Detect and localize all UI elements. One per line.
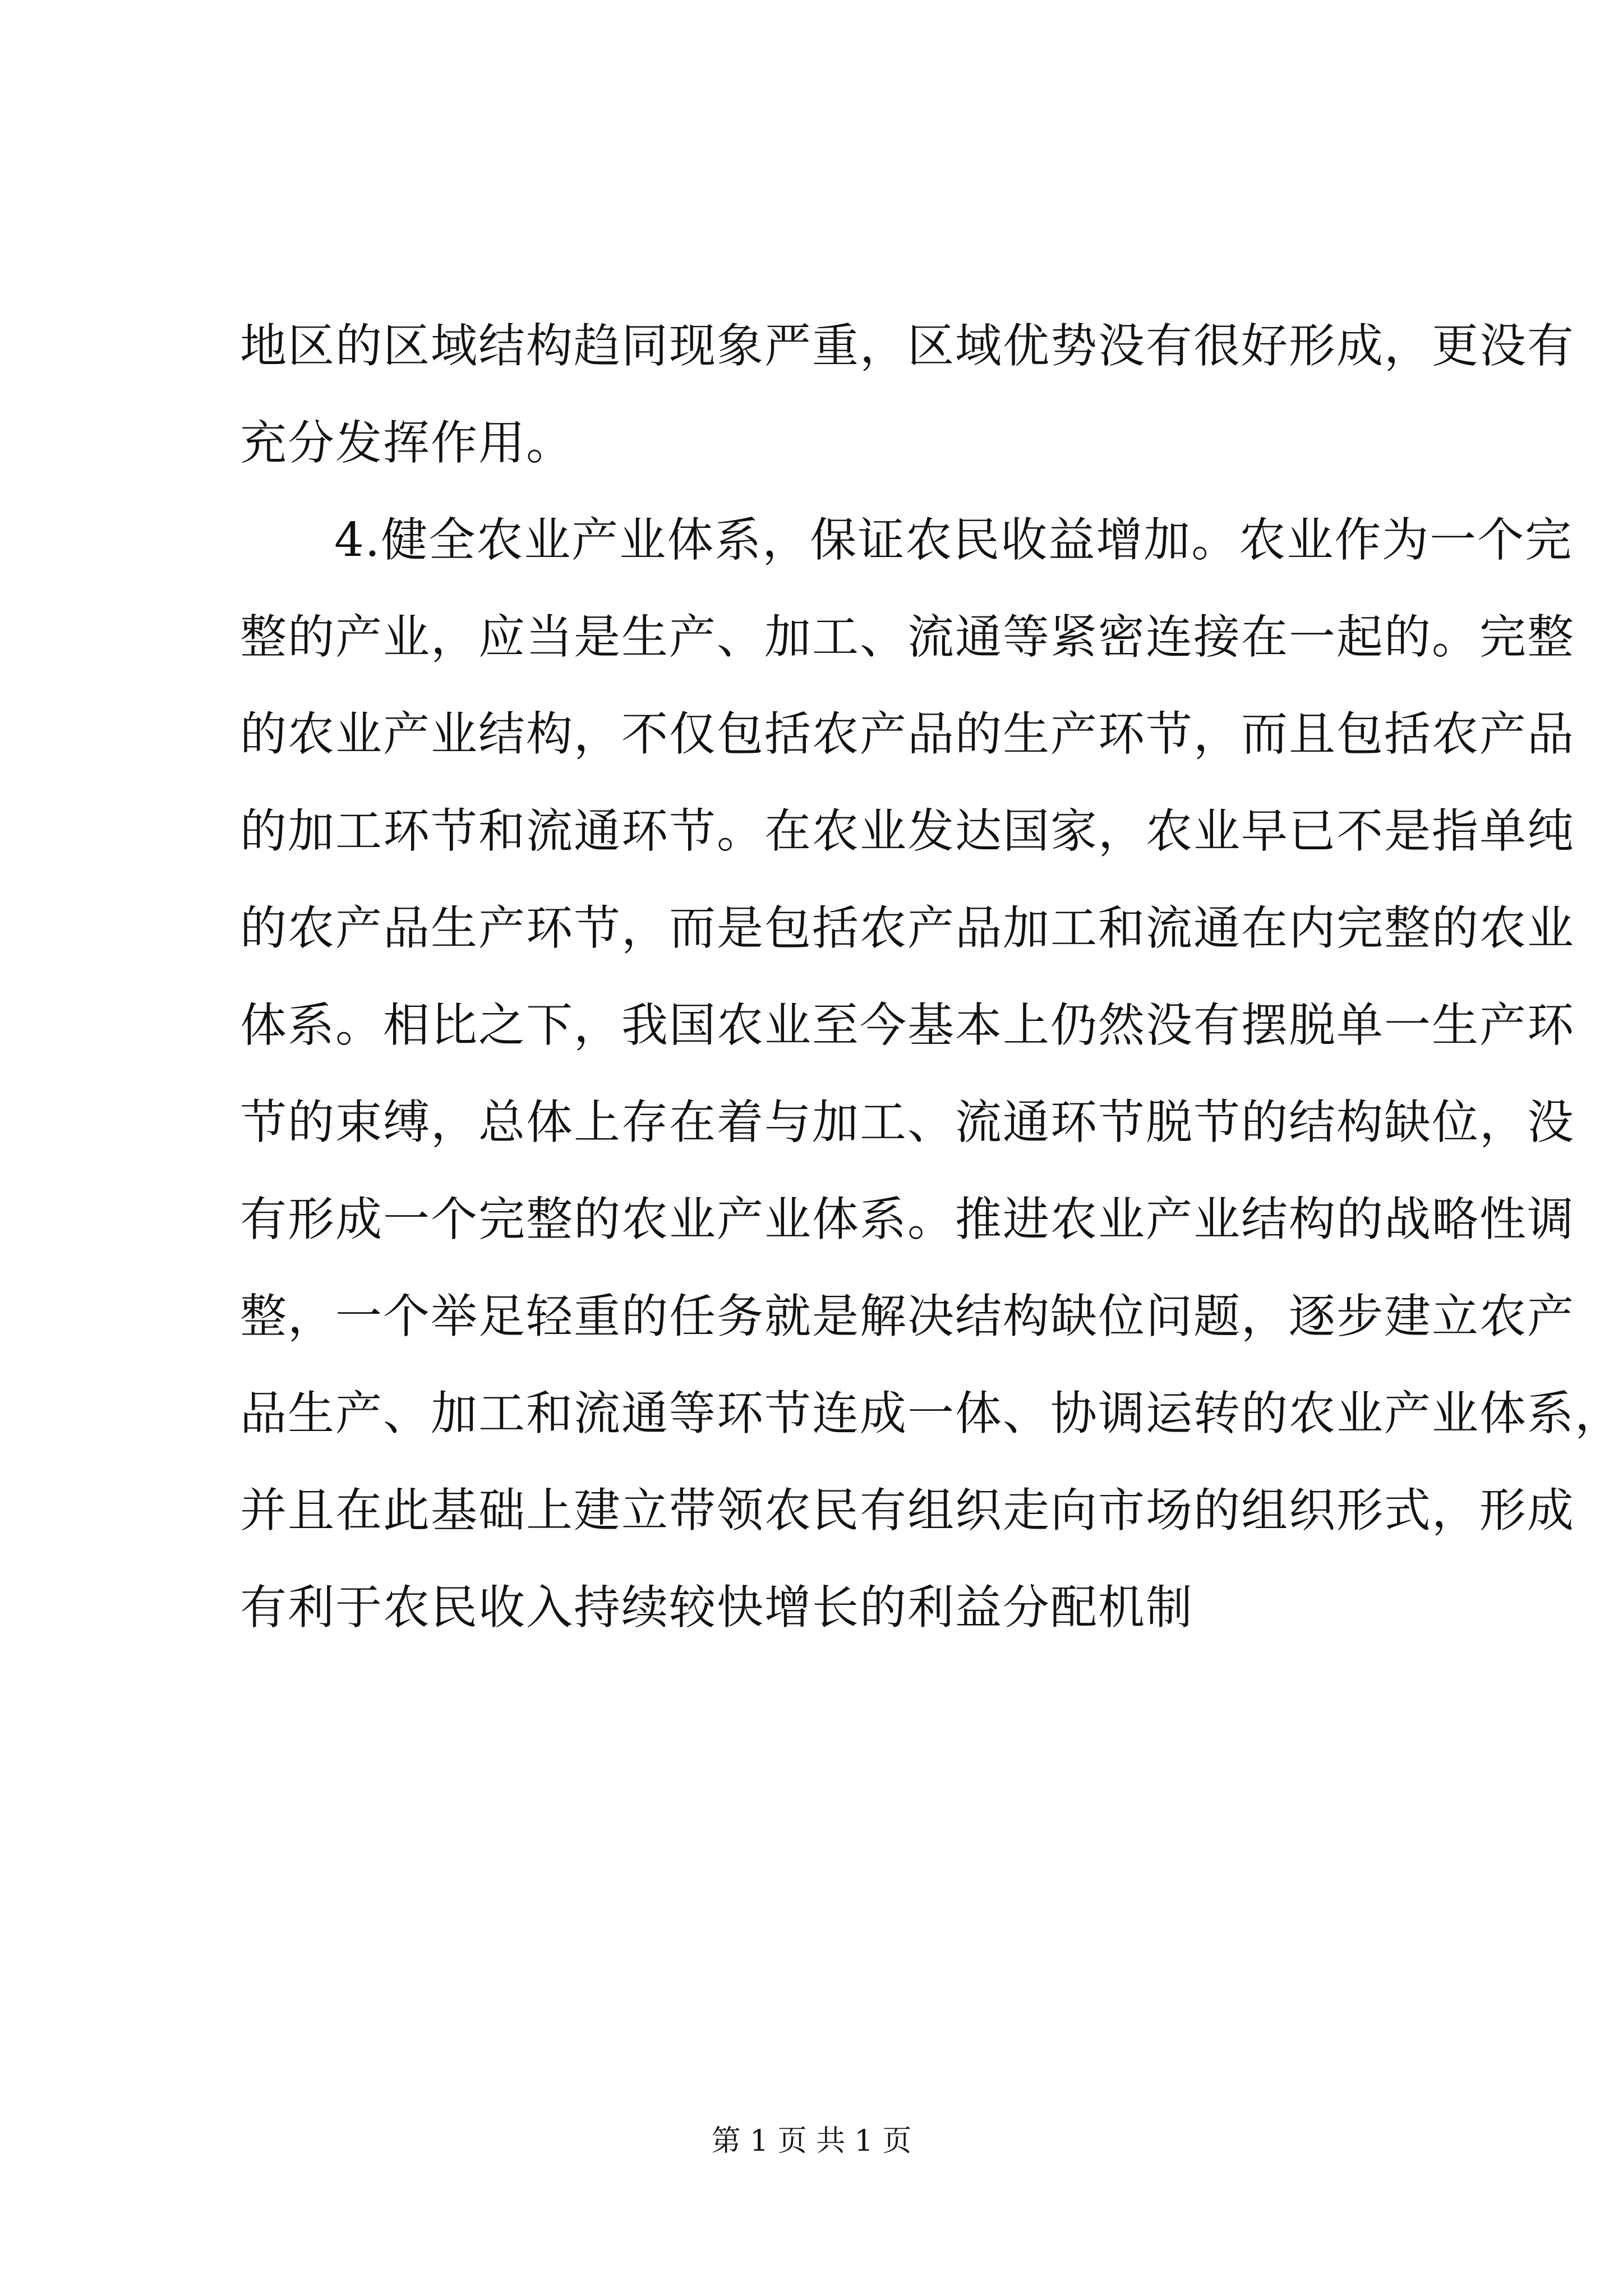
text-line: 有利于农民收入持续较快增长的利益分配机制: [240, 1580, 1193, 1635]
text-line: 体系。相比之下，我国农业至今基本上仍然没有摆脱单一生产环: [240, 998, 1575, 1052]
text-line: 品生产、加工和流通等环节连成一体、协调运转的农业产业体系，: [240, 1386, 1622, 1441]
text-line: 4.健全农业产业体系，保证农民收益增加。农业作为一个完: [334, 513, 1573, 567]
text-line: 充分发挥作用。: [240, 416, 574, 470]
text-line: 的农业产业结构，不仅包括农产品的生产环节，而且包括农产品: [240, 707, 1575, 761]
text-line: 地区的区域结构趋同现象严重，区域优势没有很好形成，更没有: [240, 319, 1575, 373]
text-line: 的农产品生产环节，而是包括农产品加工和流通在内完整的农业: [240, 901, 1575, 955]
page-footer: 第 1 页 共 1 页: [711, 2124, 912, 2158]
text-line: 并且在此基础上建立带领农民有组织走向市场的组织形式，形成: [240, 1483, 1575, 1538]
text-line: 的加工环节和流通环节。在农业发达国家，农业早已不是指单纯: [240, 804, 1575, 858]
text-line: 整的产业，应当是生产、加工、流通等紧密连接在一起的。完整: [240, 610, 1575, 664]
body-text: [240, 297, 1622, 1656]
text-line: 有形成一个完整的农业产业体系。推进农业产业结构的战略性调: [240, 1192, 1575, 1246]
text-line: 节的束缚，总体上存在着与加工、流通环节脱节的结构缺位，没: [240, 1095, 1575, 1149]
text-line: 整，一个举足轻重的任务就是解决结构缺位问题，逐步建立农产: [240, 1289, 1575, 1343]
